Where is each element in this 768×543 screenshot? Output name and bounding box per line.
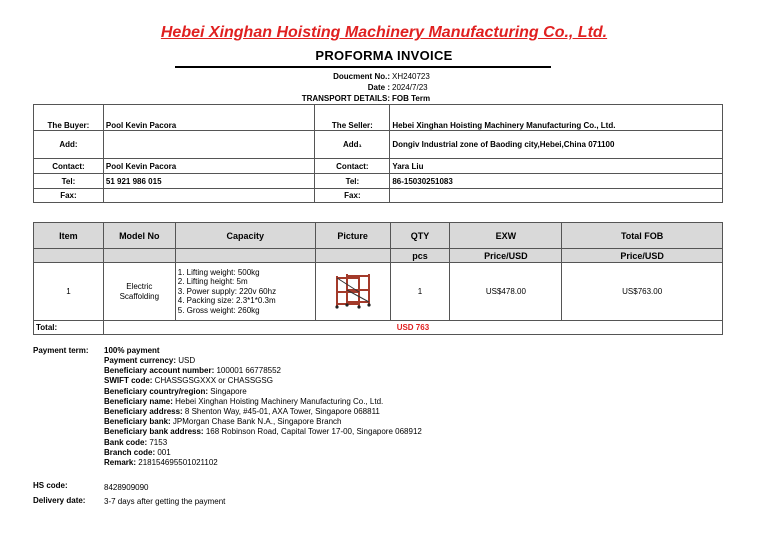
row-capacity: 1. Lifting weight: 500kg 2. Lifting height: 5m 3. Power supply: 220v 60hz 4. Packing size: 2.3*1*0.3m 5. Gross weight: 260kg [175, 263, 315, 321]
row-qty: 1 [390, 263, 450, 321]
buyer-contact-label: Contact: [34, 159, 104, 174]
title-underline [175, 66, 551, 68]
payment-line: Branch code: 001 [104, 447, 171, 457]
payment-line: Beneficiary bank: JPMorgan Chase Bank N.A., Singapore Branch [104, 417, 342, 427]
payment-line: Beneficiary bank address: 168 Robinson Road, Capital Tower 17-00, Singapore 068912 [104, 427, 422, 437]
items-table [33, 222, 723, 335]
buyer-tel: 51 921 986 015 [103, 174, 315, 189]
seller-address: Dongiv Industrial zone of Baoding city,Hebei,China 071100 [390, 131, 723, 159]
payment-term-value: 100% payment [104, 346, 160, 355]
subheader-fob: Price/USD [562, 249, 723, 263]
row-item: 1 [34, 263, 104, 321]
header-fob: Total FOB [562, 223, 723, 249]
transport-label: TRANSPORT DETAILS: [301, 94, 390, 103]
seller-add-label: Add₁ [315, 131, 390, 159]
scaffolding-image [333, 272, 373, 310]
header-picture: Picture [315, 223, 390, 249]
seller-name: Hebei Xinghan Hoisting Machinery Manufacturing Co., Ltd. [390, 105, 723, 131]
header-qty: QTY [390, 223, 450, 249]
header-exw: EXW [450, 223, 562, 249]
header-capacity: Capacity [175, 223, 315, 249]
payment-line: Bank code: 7153 [104, 437, 168, 447]
total-value: USD 763 [103, 321, 722, 335]
table-row [34, 263, 723, 321]
payment-line: Beneficiary name: Hebei Xinghan Hoisting Machinery Manufacturing Co., Ltd. [104, 396, 384, 406]
row-picture [315, 263, 390, 321]
buyer-fax [103, 189, 315, 203]
document-no-label: Doucment No.: [333, 72, 390, 81]
document-title: PROFORMA INVOICE [315, 48, 453, 63]
buyer-name: Pool Kevin Pacora [103, 105, 315, 131]
buyer-tel-label: Tel: [34, 174, 104, 189]
payment-line: Payment currency: USD [104, 356, 196, 365]
company-name: Hebei Xinghan Hoisting Machinery Manufacturing Co., Ltd. [160, 24, 608, 41]
seller-fax [390, 189, 723, 203]
seller-tel: 86-15030251083 [390, 174, 723, 189]
payment-term-label: Payment term: [33, 346, 89, 355]
payment-details [104, 356, 422, 468]
row-model: Electric Scaffolding [103, 263, 175, 321]
payment-line: SWIFT code: CHASSGSGXXX or CHASSGSG [104, 376, 273, 386]
header-model: Model No [103, 223, 175, 249]
buyer-add-label: Add: [34, 131, 104, 159]
total-label: Total: [34, 321, 104, 335]
subheader-exw: Price/USD [450, 249, 562, 263]
buyer-fax-label: Fax: [34, 189, 104, 203]
seller-tel-label: Tel: [315, 174, 390, 189]
date-value: 2024/7/23 [392, 83, 428, 92]
seller-contact-label: Contact: [315, 159, 390, 174]
seller-contact: Yara Liu [390, 159, 723, 174]
buyer-address [103, 131, 315, 159]
seller-fax-label: Fax: [315, 189, 390, 203]
row-exw: US$478.00 [450, 263, 562, 321]
header-item: Item [34, 223, 104, 249]
row-fob: US$763.00 [562, 263, 723, 321]
date-label: Date : [367, 83, 390, 92]
parties-table [33, 104, 723, 203]
delivery-date-value: 3-7 days after getting the payment [104, 497, 226, 506]
hs-code-value: 8428909090 [104, 483, 149, 492]
payment-line: Remark: 218154695501021102 [104, 458, 218, 468]
buyer-contact: Pool Kevin Pacora [103, 159, 315, 174]
seller-label: The Seller: [315, 105, 390, 131]
payment-line: Beneficiary address: 8 Shenton Way, #45-01, AXA Tower, Singapore 068811 [104, 407, 380, 417]
subheader-qty: pcs [390, 249, 450, 263]
transport-value: FOB Term [392, 94, 431, 103]
payment-line: Beneficiary country/region: Singapore [104, 386, 247, 396]
buyer-label: The Buyer: [34, 105, 104, 131]
document-no-value: XH240723 [392, 72, 430, 81]
hs-code-label: HS code: [33, 481, 68, 490]
payment-line: Beneficiary account number: 100001 66778552 [104, 366, 281, 376]
delivery-date-label: Delivery date: [33, 496, 86, 505]
